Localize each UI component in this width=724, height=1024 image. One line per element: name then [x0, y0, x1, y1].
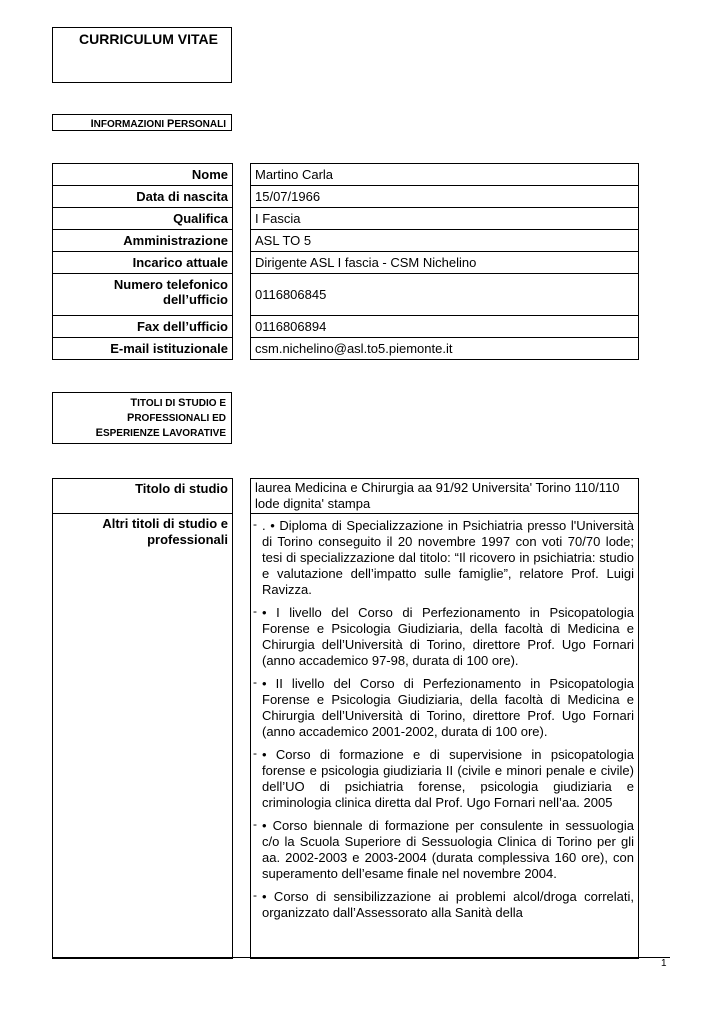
table-row	[53, 316, 639, 338]
table-row	[53, 514, 639, 959]
table-row	[53, 164, 639, 186]
personal-info-table	[52, 163, 639, 360]
table-row	[53, 338, 639, 360]
field-label: Amministrazione	[53, 230, 233, 252]
list-item: - • Corso biennale di formazione per consulente in sessuologia c/o la Scuola Superiore di Sessuologia Clinica di Torino per gli aa. 2002-2003 e 2003-2004 (durata complessiva 160 ore), con superamento dell’esame finale nel novembre 2004.	[253, 817, 634, 881]
table-row	[53, 186, 639, 208]
field-label: Numero telefonico dell’ufficio	[53, 274, 233, 316]
list-item: - • I livello del Corso di Perfezionamento in Psicopatologia Forense e Psicologia Giudiziaria, della facoltà di Medicina e Chirurgia dell’Università di Torino, direttore Prof. Ugo Fornari (anno accademico 97-98, durata di 100 ore).	[253, 604, 634, 668]
field-value: 0116806894	[251, 316, 639, 338]
field-value: 15/07/1966	[251, 186, 639, 208]
table-row	[53, 274, 639, 316]
qualifications-list	[251, 514, 639, 959]
list-item: - . • Diploma di Specializzazione in Psichiatria presso l'Università di Torino conseguito il 20 novembre 1997 con voti 70/70 lode; tesi di specializzazione dal titolo: “Il ricovero in psichiatria: studio e valutazione dell’impatto sulle famiglie”, relatore Prof. Luigi Ravizza.	[253, 518, 634, 597]
list-item: - • Corso di formazione e di supervisione in psicopatologia forense e psicologia giudiziaria II (civile e minori penale e civile) dell’UO di psichiatria forense, psicologia giudiziaria e criminologia clinica diretta dal Prof. Ugo Fornari nell’aa. 2005	[253, 746, 634, 810]
field-label: Fax dell’ufficio	[53, 316, 233, 338]
list-item: - • Corso di sensibilizzazione ai problemi alcol/droga correlati, organizzato dall’Assessorato alla Sanità della	[253, 888, 634, 920]
table-row	[53, 479, 639, 514]
field-label: Titolo di studio	[53, 479, 233, 514]
section-studies-experience: TITOLI DI STUDIO E PROFESSIONALI ED ESPERIENZE LAVORATIVE	[52, 392, 232, 444]
field-label: Incarico attuale	[53, 252, 233, 274]
field-label: Qualifica	[53, 208, 233, 230]
section-personal-info: INFORMAZIONI PERSONALI	[52, 114, 232, 131]
title-box	[52, 27, 232, 83]
field-value: laurea Medicina e Chirurgia aa 91/92 Universita' Torino 110/110 lode dignita' stampa	[251, 479, 639, 514]
field-value: csm.nichelino@asl.to5.piemonte.it	[251, 338, 639, 360]
table-row	[53, 208, 639, 230]
field-value: Dirigente ASL I fascia - CSM Nichelino	[251, 252, 639, 274]
field-label: Nome	[53, 164, 233, 186]
field-value: ASL TO 5	[251, 230, 639, 252]
field-value: I Fascia	[251, 208, 639, 230]
field-label: E-mail istituzionale	[53, 338, 233, 360]
cv-title: CURRICULUM VITAE	[79, 31, 218, 47]
list-item: - • II livello del Corso di Perfezionamento in Psicopatologia Forense e Psicologia Giudiziaria, della facoltà di Medicina e Chirurgia dell’Università di Torino, direttore Prof. Ugo Fornari (anno accademico 2001-2002, durata di 100 ore).	[253, 675, 634, 739]
field-label: Altri titoli di studio e professionali	[53, 514, 233, 959]
page-number: 1	[661, 958, 667, 969]
table-row	[53, 252, 639, 274]
field-value: Martino Carla	[251, 164, 639, 186]
field-value: 0116806845	[251, 274, 639, 316]
footer-divider	[52, 957, 670, 958]
field-label: Data di nascita	[53, 186, 233, 208]
studies-table	[52, 478, 639, 959]
table-row	[53, 230, 639, 252]
